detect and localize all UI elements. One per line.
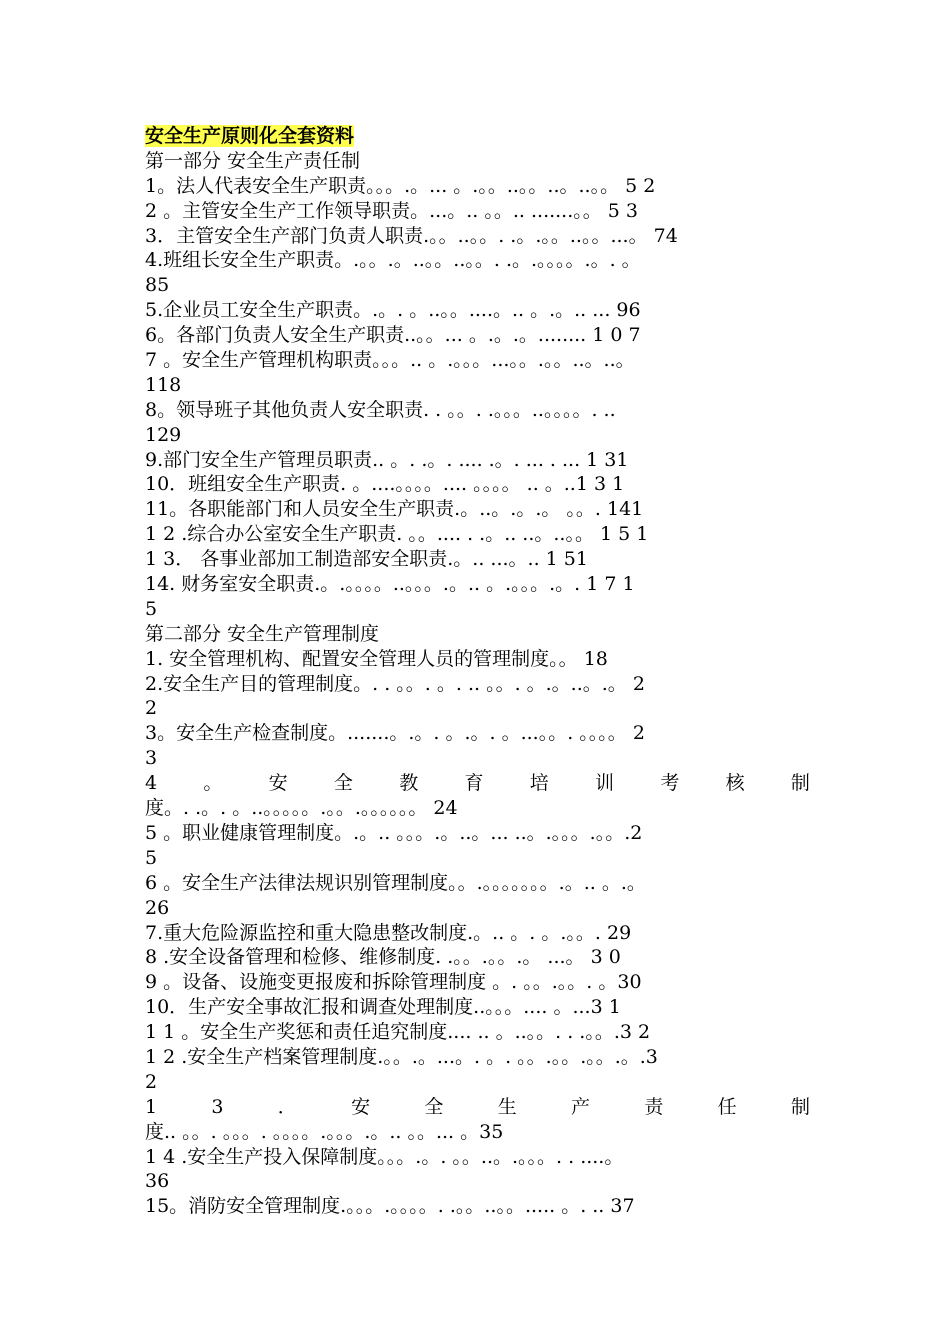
toc-line: 8 .安全设备管理和检修、维修制度. .。。.。。.。 ...。 3 0 bbox=[145, 946, 621, 969]
toc-line: 118 bbox=[145, 373, 182, 396]
toc-line: 129 bbox=[145, 423, 182, 446]
toc-line: 26 bbox=[145, 896, 170, 919]
toc-line: 3 bbox=[145, 747, 158, 770]
part1-list bbox=[145, 174, 810, 622]
document-body bbox=[145, 124, 810, 1219]
toc-line: 5 bbox=[145, 597, 158, 620]
toc-line: 5 bbox=[145, 846, 158, 869]
spread-char: 全 bbox=[424, 1095, 444, 1118]
toc-line: 1 2 .综合办公室安全生产职责. 。。.... . .。.. ..。..。。 1 5 1 bbox=[145, 523, 649, 546]
spread-char: 1 bbox=[145, 1095, 158, 1118]
toc-line: 8。领导班子其他负责人安全职责. . 。。. .。。。..。。。。. .. bbox=[145, 398, 616, 421]
document-title bbox=[145, 124, 810, 149]
toc-line: 1 2 .安全生产档案管理制度.。。.。...。. 。. 。。.。。.。。.。.3 bbox=[145, 1045, 658, 1068]
toc-line: 度.. 。。. 。。。. 。。。。.。。。.。.. 。。... 。35 bbox=[145, 1120, 504, 1143]
spread-line-responsibility bbox=[145, 1095, 810, 1120]
toc-line: 2.安全生产目的管理制度。. . 。。. 。. .. 。。. 。.。..。.。 2 bbox=[145, 672, 645, 695]
spread-char: 育 bbox=[464, 772, 484, 795]
part2-list-b bbox=[145, 796, 810, 1095]
spread-char: 任 bbox=[717, 1095, 737, 1118]
toc-line: 1。法人代表安全生产职责。。。.。... 。.。。..。。..。..。。 5 2 bbox=[145, 174, 656, 197]
toc-line: 10．生产安全事故汇报和调查处理制度..。。。.... 。...3 1 bbox=[145, 996, 621, 1019]
spread-char: 责 bbox=[644, 1095, 664, 1118]
toc-line: 14. 财务室安全职责.。.。。。。..。。。.。.. 。.。。。.。. 1 7 1 bbox=[145, 573, 635, 596]
toc-line: 度。. .。. 。..。。。。。.。。.。。。。。。 24 bbox=[145, 797, 458, 820]
spread-char: 教 bbox=[399, 772, 419, 795]
spread-char: 4 bbox=[145, 772, 158, 795]
toc-line: 2 。主管安全生产工作领导职责。...。.. 。。.. .......。。 5 3 bbox=[145, 199, 639, 222]
toc-line: 4.班组长安全生产职责。.。。.。..。。..。。. .。.。。。。.。. 。 bbox=[145, 249, 641, 272]
spread-char: 安 bbox=[351, 1095, 371, 1118]
toc-line: 2 bbox=[145, 697, 158, 720]
spread-char: 产 bbox=[571, 1095, 591, 1118]
spread-char: 。 bbox=[203, 772, 223, 795]
toc-line: 7.重大危险源监控和重大隐患整改制度.。.. 。. 。.。。. 29 bbox=[145, 921, 632, 944]
toc-line: 36 bbox=[145, 1170, 170, 1193]
toc-line: 2 bbox=[145, 1070, 158, 1093]
toc-line: 9.部门安全生产管理员职责.. 。. .。. .... .。. ... . ... 1 31 bbox=[145, 448, 629, 471]
toc-line: 1. 安全管理机构、配置安全管理人员的管理制度。。 18 bbox=[145, 647, 608, 670]
spread-char: 制 bbox=[790, 772, 810, 795]
toc-line: 10．班组安全生产职责. 。....。。。。.... 。。。。 .. 。..1 3 1 bbox=[145, 473, 625, 496]
toc-line: 6 。安全生产法律法规识别管理制度。。.。。。。。。。.。.. 。.。 bbox=[145, 871, 646, 894]
spread-char: 生 bbox=[497, 1095, 517, 1118]
toc-line: 1 4 .安全生产投入保障制度。。。.。. 。。..。.。。。. . ....。 bbox=[145, 1145, 624, 1168]
toc-line: 85 bbox=[145, 274, 170, 297]
toc-line: 6。各部门负责人安全生产职责..。。... 。.。.。........ 1 0 7 bbox=[145, 324, 641, 347]
spread-line-education bbox=[145, 771, 810, 796]
part1-heading: 第一部分 安全生产责任制 bbox=[145, 149, 361, 172]
spread-char: 安 bbox=[268, 772, 288, 795]
spread-char: 考 bbox=[660, 772, 680, 795]
spread-char: 3 bbox=[211, 1095, 224, 1118]
toc-line: 15。消防安全管理制度.。。。.。。。。. .。。..。。..... 。. .. 37 bbox=[145, 1195, 635, 1218]
toc-line: 11。各职能部门和人员安全生产职责.。..。.。.。 。。. 141 bbox=[145, 498, 644, 521]
toc-line: 1 3． 各事业部加工制造部安全职责.。.. ...。.. 1 51 bbox=[145, 548, 588, 571]
toc-line: 5 。职业健康管理制度。.。.. 。。。.。..。... ..。.。。。.。。.2 bbox=[145, 821, 643, 844]
spread-char: ． bbox=[277, 1095, 297, 1118]
spread-char: 训 bbox=[595, 772, 615, 795]
toc-line: 3．主管安全生产部门负责人职责.。。..。。. .。.。。..。。...。 74 bbox=[145, 224, 678, 247]
spread-char: 培 bbox=[529, 772, 549, 795]
spread-char: 制 bbox=[790, 1095, 810, 1118]
part2-heading: 第二部分 安全生产管理制度 bbox=[145, 622, 380, 645]
part2-list-c bbox=[145, 1120, 810, 1220]
spread-char: 核 bbox=[725, 772, 745, 795]
toc-line: 1 1 。安全生产奖惩和责任追究制度.... .. 。..。。. . .。。.3 2 bbox=[145, 1021, 651, 1044]
toc-line: 3。安全生产检查制度。.......。.。. 。.。. 。...。。. 。。。。 2 bbox=[145, 722, 645, 745]
toc-line: 7 。安全生产管理机构职责。。。.. 。.。。。...。。.。。..。..。 bbox=[145, 349, 635, 372]
toc-line: 9 。设备、设施变更报废和拆除管理制度 。. 。。.。。. 。30 bbox=[145, 971, 642, 994]
title-highlight: 安全生产原则化全套资料 bbox=[145, 125, 355, 147]
part2-list-a bbox=[145, 647, 810, 771]
toc-line: 5.企业员工安全生产职责。.。. 。..。。....。.. 。.。.. ... 96 bbox=[145, 299, 641, 322]
spread-char: 全 bbox=[333, 772, 353, 795]
